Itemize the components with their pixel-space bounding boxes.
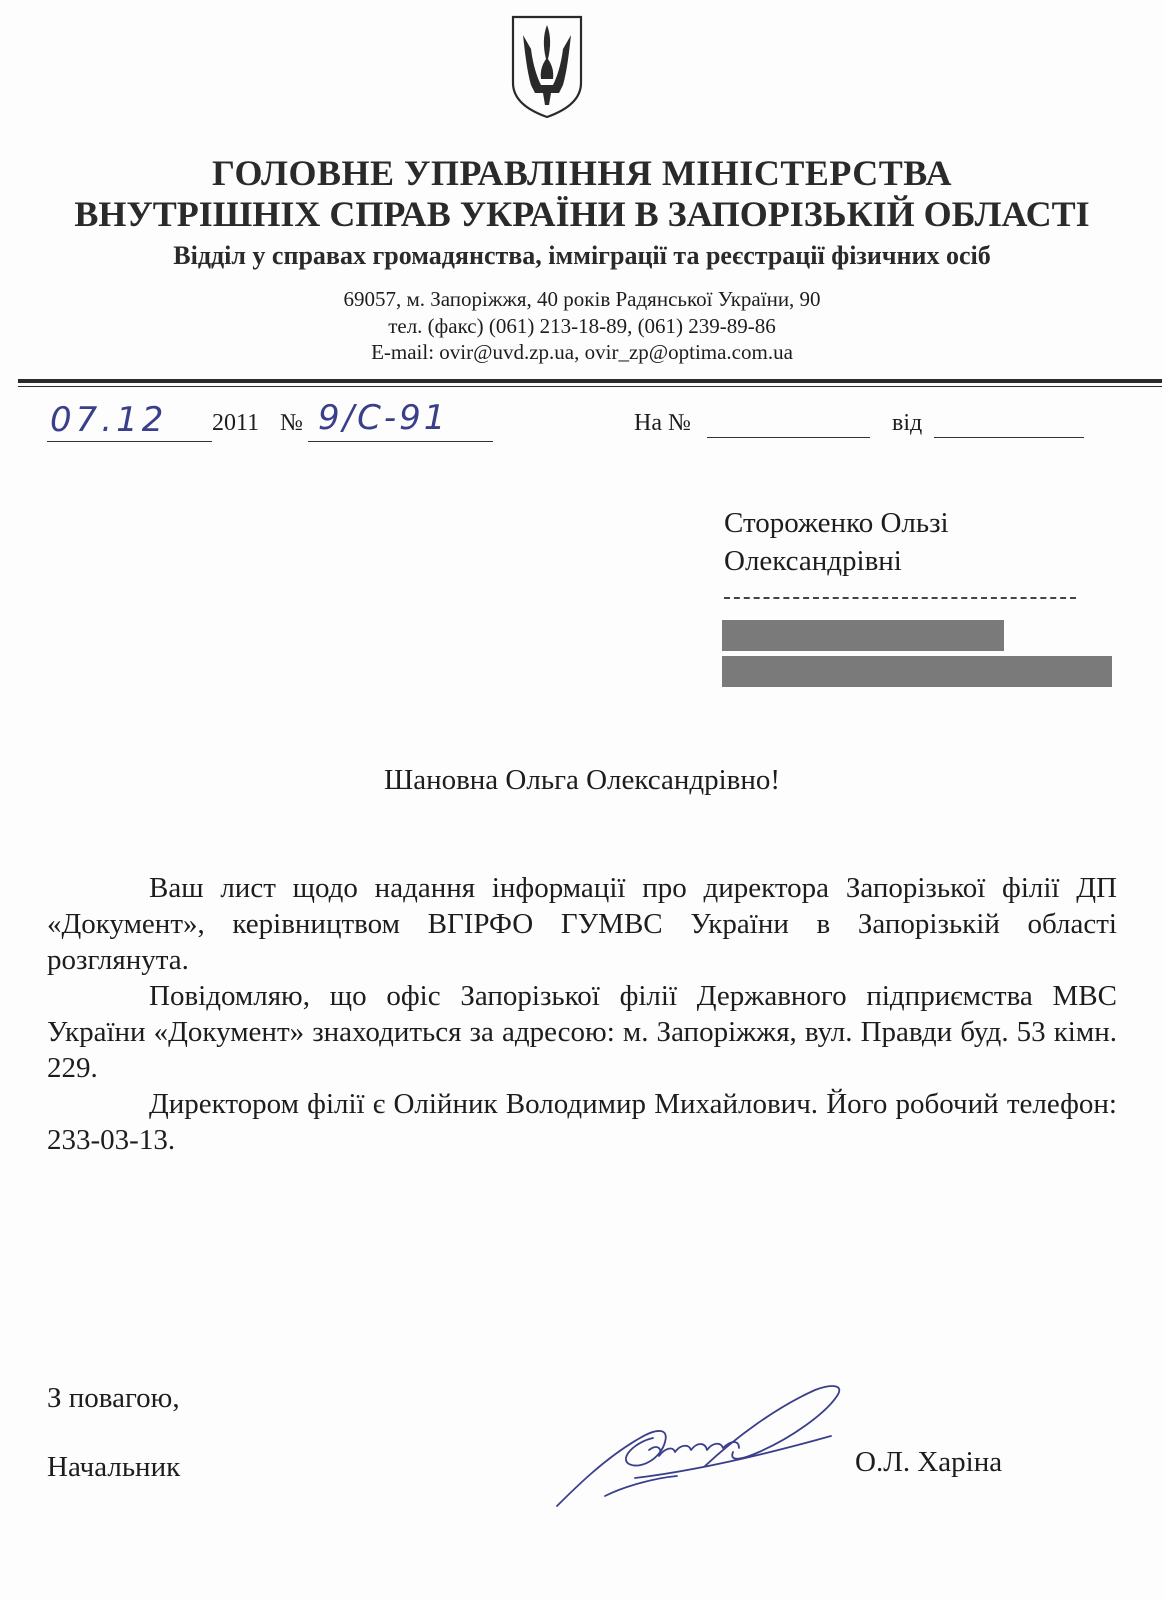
closing-regards: З повагою, bbox=[47, 1382, 180, 1414]
handwritten-document-number: 9/С-91 bbox=[318, 398, 449, 438]
organization-address: 69057, м. Запоріжжя, 40 років Радянської України, 90 bbox=[343, 287, 821, 311]
reply-date-blank bbox=[934, 413, 1084, 438]
reply-date-label: від bbox=[892, 410, 923, 436]
recipient-separator bbox=[724, 597, 1076, 599]
handwritten-signature bbox=[545, 1378, 875, 1518]
department-name: Відділ у справах громадянства, імміграції та реєстрації фізичних осіб bbox=[173, 241, 991, 270]
redacted-address-line-2 bbox=[722, 656, 1112, 687]
organization-phone: тел. (факс) (061) 213-18-89, (061) 239-89-86 bbox=[388, 314, 776, 338]
tryzub-icon bbox=[509, 13, 585, 121]
document-number-label: № bbox=[280, 410, 303, 436]
organization-title-line-1: ГОЛОВНЕ УПРАВЛІННЯ МІНІСТЕРСТВА bbox=[211, 153, 953, 193]
signatory-name: О.Л. Харіна bbox=[855, 1446, 1003, 1478]
redacted-address-line-1 bbox=[722, 620, 1004, 651]
salutation: Шановна Ольга Олександрівно! bbox=[383, 764, 781, 796]
document-year: 2011 bbox=[212, 410, 260, 436]
organization-email: E-mail: ovir@uvd.zp.ua, ovir_zp@optima.com.ua bbox=[371, 340, 793, 364]
reply-number-label: На № bbox=[634, 410, 691, 436]
handwritten-date: 07.12 bbox=[50, 400, 168, 440]
body-paragraph: Ваш лист щодо надання інформації про директора Запорізької філії ДП «Документ», керівництвом ВГІРФО ГУМВС України в Запорізькій області розглянута. bbox=[47, 872, 1117, 976]
recipient-name-line-2: Олександрівні bbox=[724, 545, 902, 577]
signatory-position: Начальник bbox=[47, 1451, 181, 1483]
letterhead-divider-thin bbox=[18, 386, 1162, 387]
letterhead-divider bbox=[18, 379, 1162, 383]
recipient-name-line-1: Стороженко Ользі bbox=[724, 507, 949, 539]
body-paragraph: Повідомляю, що офіс Запорізької філії Державного підприємства МВС України «Документ» знаходиться за адресою: м. Запоріжжя, вул. Правди буд. 53 кімн. 229. bbox=[47, 980, 1117, 1084]
body-paragraph: Директором філії є Олійник Володимир Михайлович. Його робочий телефон: 233-03-13. bbox=[47, 1088, 1117, 1156]
reply-number-blank bbox=[707, 413, 870, 438]
organization-title-line-2: ВНУТРІШНІХ СПРАВ УКРАЇНИ В ЗАПОРІЗЬКІЙ ОБЛАСТІ bbox=[74, 194, 1090, 234]
